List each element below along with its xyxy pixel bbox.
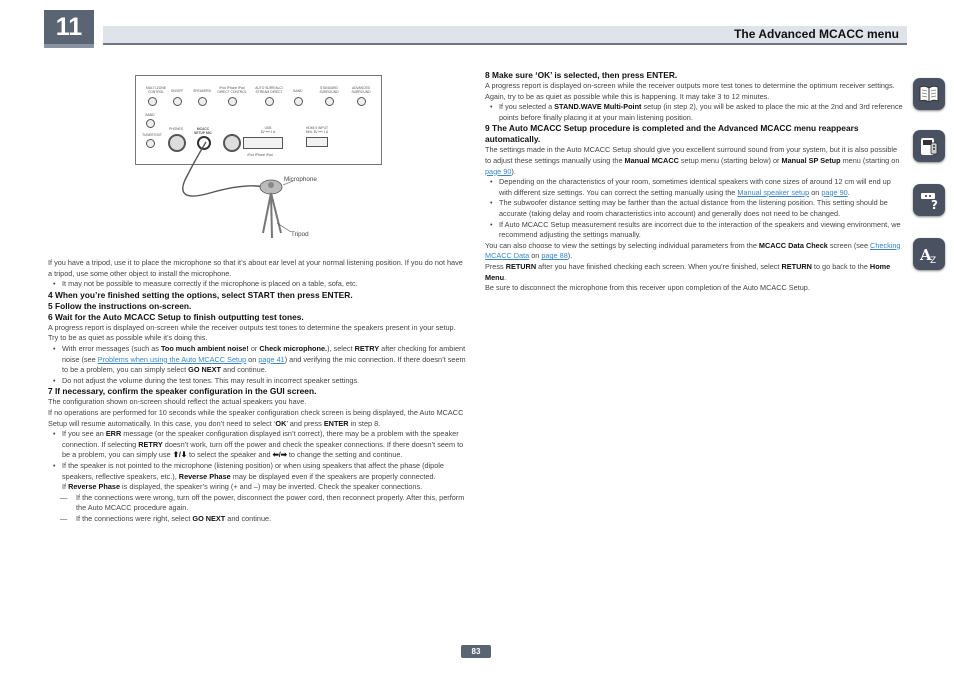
- step-9-bullet-size: • Depending on the characteristics of your room, sometimes identical speakers with cone sizes of around 12 cm will end up with different size settings. You can correct the setting manually using the Manual speaker setup on page 90.: [485, 177, 905, 198]
- label-ipod: iPod iPhone iPad: [247, 153, 273, 157]
- step-7-dash-right: — If the connections were right, select GO NEXT and continue.: [48, 514, 466, 525]
- svg-text:Z: Z: [930, 256, 937, 266]
- step-7-reverse-phase-note: If Reverse Phase is displayed, the speaker’s wiring (+ and –) may be inverted. Check the speaker connections.: [62, 482, 423, 492]
- svg-text:A: A: [920, 246, 932, 264]
- link-checking-mcacc-data[interactable]: Checking MCACC Data: [485, 240, 901, 261]
- label-mcacc-mic: MCACC SETUP MIC: [194, 127, 212, 135]
- chapter-number: 11: [44, 10, 94, 44]
- remote-icon: [917, 134, 941, 158]
- step-9-text-1: The settings made in the Auto MCACC Setup should give you excellent surround sound from your system, but it is also possible to adjust these settings manually using the Manual MCACC setup menu (starting below) or Manual SP Setup menu (starting on page 90).: [485, 145, 900, 176]
- book-icon: [917, 82, 941, 106]
- step-8-heading: 8 Make sure ‘OK’ is selected, then press ENTER.: [485, 70, 678, 80]
- link-problems-mcacc[interactable]: Problems when using the Auto MCACC Setup: [97, 354, 247, 364]
- nav-help-button[interactable]: [913, 184, 945, 216]
- nav-book-button[interactable]: [913, 78, 945, 110]
- link-page-90[interactable]: page 90: [485, 166, 512, 176]
- step-7-heading: 7 If necessary, confirm the speaker configuration in the GUI screen.: [48, 386, 317, 397]
- step-6-bullet-volume: • Do not adjust the volume during the test tones. This may result in incorrect speaker settings.: [48, 376, 466, 387]
- up-down-arrows-icon: ⬆/⬇: [172, 450, 187, 460]
- step-9-bullet-subwoofer: • The subwoofer distance setting may be farther than the actual distance from the listening position. This setting should be accurate (taking delay and room characteristics into account) and generally does not need to be changed.: [485, 198, 905, 219]
- label-speakers: SPEAKERS: [193, 89, 211, 93]
- nav-appendix-button[interactable]: [913, 238, 945, 270]
- step-7-dash-wrong: — If the connections were wrong, turn off the power, disconnect the power cord, then reconnect properly. After this, perform the Auto MCACC procedure again.: [48, 493, 466, 514]
- label-standard-surround: STANDARD SURROUND: [319, 86, 339, 94]
- step-6-heading: 6 Wait for the Auto MCACC Setup to finish outputting test tones.: [48, 311, 304, 322]
- appendix-icon: [917, 242, 941, 266]
- step-7-bullet-err: • If you see an ERR message (or the speaker configuration displayed isn’t correct), there may be a problem with the speaker connection. If selecting RETRY doesn’t work, turn off the power and check the speaker connections. If there doesn’t seem to be a problem, you can simply use ⬆/⬇ to select the speaker and ⬅/➡ to change the setting and continue.: [48, 429, 466, 461]
- page-title: The Advanced MCACC menu: [734, 27, 899, 41]
- step-9-text-2: You can also choose to view the settings by selecting individual parameters from the MCACC Data Check screen (see Checking MCACC Data on page 88).: [485, 240, 901, 261]
- label-hdmi: HDMI 5 INPUT: [306, 126, 328, 130]
- microphone-label: Microphone: [284, 176, 317, 183]
- help-icon: [917, 188, 941, 212]
- step-6-text: A progress report is displayed on-screen while the receiver outputs test tones to determine the speakers present in your setup. Try to be as quiet as possible while it’s doing this.: [48, 322, 456, 343]
- header-bar: [103, 26, 907, 45]
- label-ipod-control: iPod iPhone iPad DIRECT CONTROL: [217, 86, 247, 94]
- chapter-strip: [44, 44, 94, 48]
- intro-bullet: • It may not be possible to measure correctly if the microphone is placed on a table, sofa, etc.: [48, 279, 466, 290]
- step-7-text-2: If no operations are performed for 10 seconds while the speaker configuration check screen is being displayed, the Auto MCACC Setup will resume automatically. In this case, you don’t need to select ‘OK’ and press ENTER in step 8.: [48, 407, 464, 428]
- label-band: BAND: [145, 113, 155, 117]
- label-auto-surr: AUTO SURR/ALC/ STREAM DIRECT: [255, 86, 283, 94]
- link-page-90-b[interactable]: page 90: [821, 187, 848, 197]
- label-usb-power: 5V ━━ 1 A: [260, 130, 276, 134]
- step-6-bullet-errors: • With error messages (such as Too much ambient noise! or Check microphone.), select RETRY after checking for ambient noise (see Problems when using the Auto MCACC Setup on page 41) and verifying the mic connection. If there doesn’t seem to be a problem, you can simply select GO NEXT and continue.: [48, 344, 466, 376]
- mic-cable-illustration: [135, 75, 380, 245]
- nav-remote-button[interactable]: [913, 130, 945, 162]
- right-column: [485, 70, 905, 294]
- microphone-setup-diagram: [135, 75, 380, 245]
- link-page-41[interactable]: page 41: [258, 354, 285, 364]
- step-9-heading: 9 The Auto MCACC Setup procedure is completed and the Advanced MCACC menu reappears automatically.: [485, 123, 859, 145]
- step-9-text-4: Be sure to disconnect the microphone from this receiver upon completion of the Auto MCACC Setup.: [485, 283, 810, 293]
- label-advanced-surround: ADVANCED SURROUND: [351, 86, 371, 94]
- left-column: [48, 258, 466, 524]
- step-8-text-2: Again, try to be as quiet as possible while this is happening. It may take 3 to 12 minutes.: [485, 91, 770, 101]
- step-8-bullet: • If you selected a STAND.WAVE Multi-Point setup (in step 2), you will be asked to place the mic at the 2nd and 3rd reference points before finally placing it at your main listening position.: [485, 102, 905, 123]
- label-multi-zone: MULTI-ZONE CONTROL: [146, 86, 166, 94]
- step-9-bullet-incorrect: • If Auto MCACC Setup measurement results are incorrect due to the interaction of the speakers and viewing environment, we recommend adjusting the settings manually.: [485, 220, 905, 241]
- label-hdmi-power: MHL 5V ━━ 1 A: [305, 130, 329, 134]
- page-number: 83: [461, 645, 491, 658]
- tripod-label: Tripod: [291, 231, 309, 238]
- step-5-heading: 5 Follow the instructions on-screen.: [48, 300, 192, 311]
- label-band-top: BAND: [293, 89, 303, 93]
- step-4-heading: 4 When you’re finished setting the options, select START then press ENTER.: [48, 289, 353, 300]
- step-7-bullet-phase: • If the speaker is not pointed to the microphone (listening position) or when using speakers that affect the phase (dipole speakers, reflective speakers, etc.), Reverse Phase may be displayed even if the speakers are properly connected.: [48, 461, 466, 482]
- intro-paragraph: If you have a tripod, use it to place the microphone so that it’s about ear level at your normal listening position. If you do not have a tripod, use some other object to install the microphone.: [48, 258, 463, 278]
- label-tuner-edit: TUNER EDIT: [142, 133, 162, 137]
- link-manual-speaker-setup[interactable]: Manual speaker setup: [737, 187, 810, 197]
- svg-text:?: ?: [931, 198, 938, 212]
- left-right-arrows-icon: ⬅/➡: [272, 450, 287, 460]
- label-phones: PHONES: [169, 127, 183, 131]
- step-8-text-1: A progress report is displayed on-screen while the receiver outputs more test tones to determine the optimum receiver settings.: [485, 81, 895, 90]
- label-on-off: ON/OFF: [170, 89, 184, 93]
- step-9-text-3: Press RETURN after you have finished checking each screen. When you’re finished, select RETURN to go back to the Home Menu.: [485, 261, 891, 282]
- link-page-88[interactable]: page 88: [541, 251, 568, 261]
- label-usb: USB: [264, 126, 272, 130]
- step-7-text-1: The configuration shown on-screen should reflect the actual speakers you have.: [48, 397, 307, 407]
